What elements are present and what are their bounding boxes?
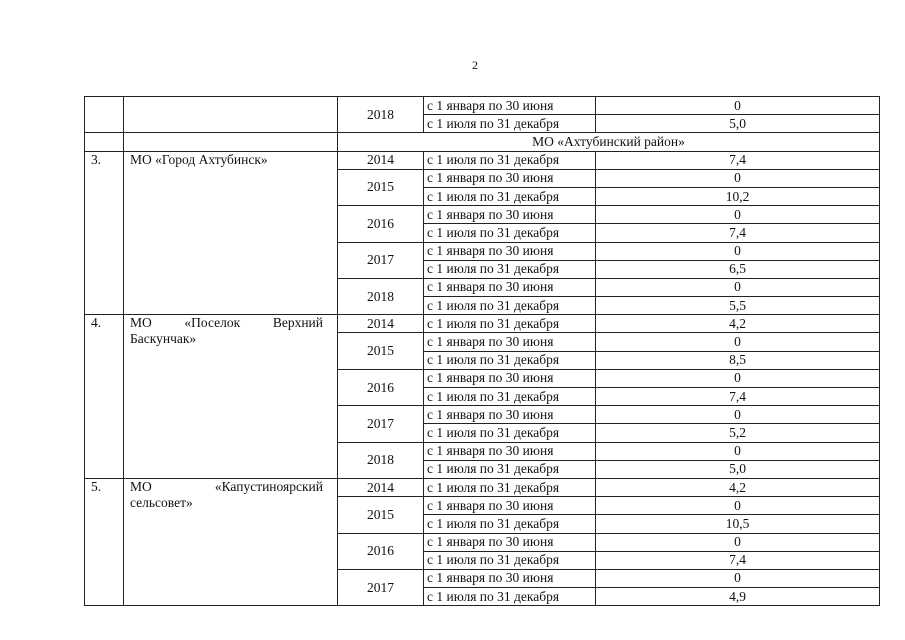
year-cell: 2014 xyxy=(338,151,424,169)
value-cell: 5,2 xyxy=(596,424,880,442)
period-cell: с 1 июля по 31 декабря xyxy=(424,315,596,333)
value-cell: 0 xyxy=(596,169,880,187)
value-cell: 0 xyxy=(596,497,880,515)
period-cell: с 1 июля по 31 декабря xyxy=(424,351,596,369)
value-cell: 7,4 xyxy=(596,224,880,242)
table-row xyxy=(85,97,880,115)
value-cell: 10,5 xyxy=(596,515,880,533)
period-cell: с 1 января по 30 июня xyxy=(424,442,596,460)
value-cell: 0 xyxy=(596,533,880,551)
value-cell: 5,5 xyxy=(596,297,880,315)
year-cell: 2016 xyxy=(338,533,424,569)
entity-number: 3. xyxy=(85,151,124,315)
period-cell: с 1 июля по 31 декабря xyxy=(424,115,596,133)
period-cell: с 1 июля по 31 декабря xyxy=(424,460,596,478)
value-cell: 0 xyxy=(596,206,880,224)
period-cell: с 1 июля по 31 декабря xyxy=(424,260,596,278)
value-cell: 5,0 xyxy=(596,460,880,478)
period-cell: с 1 июля по 31 декабря xyxy=(424,588,596,606)
year-cell: 2016 xyxy=(338,369,424,405)
value-cell: 10,2 xyxy=(596,187,880,205)
year-cell: 2018 xyxy=(338,97,424,133)
year-cell: 2018 xyxy=(338,278,424,314)
period-cell: с 1 июля по 31 декабря xyxy=(424,551,596,569)
period-cell: с 1 января по 30 июня xyxy=(424,169,596,187)
page-number: 2 xyxy=(472,58,478,72)
entity-name: МО «Поселок Верхний Баскунчак» xyxy=(124,315,338,479)
region-spacer-num xyxy=(85,133,124,151)
region-spacer-name xyxy=(124,133,338,151)
period-cell: с 1 июля по 31 декабря xyxy=(424,424,596,442)
table-row xyxy=(85,133,880,151)
period-cell: с 1 января по 30 июня xyxy=(424,333,596,351)
year-cell: 2017 xyxy=(338,406,424,442)
value-cell: 6,5 xyxy=(596,260,880,278)
year-cell: 2015 xyxy=(338,497,424,533)
table-row xyxy=(85,151,880,169)
table-row xyxy=(85,315,880,333)
number-cell xyxy=(85,97,124,133)
value-cell: 5,0 xyxy=(596,115,880,133)
period-cell: с 1 июля по 31 декабря xyxy=(424,151,596,169)
period-cell: с 1 июля по 31 декабря xyxy=(424,187,596,205)
period-cell: с 1 июля по 31 декабря xyxy=(424,515,596,533)
period-cell: с 1 января по 30 июня xyxy=(424,206,596,224)
period-cell: с 1 января по 30 июня xyxy=(424,569,596,587)
value-cell: 0 xyxy=(596,569,880,587)
period-cell: с 1 июля по 31 декабря xyxy=(424,297,596,315)
period-cell: с 1 января по 30 июня xyxy=(424,97,596,115)
period-cell: с 1 января по 30 июня xyxy=(424,278,596,296)
value-cell: 4,2 xyxy=(596,315,880,333)
entity-number: 5. xyxy=(85,478,124,605)
tariff-table xyxy=(84,96,880,606)
value-cell: 0 xyxy=(596,333,880,351)
year-cell: 2016 xyxy=(338,206,424,242)
year-cell: 2015 xyxy=(338,333,424,369)
year-cell: 2014 xyxy=(338,478,424,496)
year-cell: 2015 xyxy=(338,169,424,205)
year-cell: 2017 xyxy=(338,569,424,605)
tariff-table-body xyxy=(85,97,880,606)
value-cell: 7,4 xyxy=(596,151,880,169)
value-cell: 0 xyxy=(596,442,880,460)
period-cell: с 1 января по 30 июня xyxy=(424,242,596,260)
value-cell: 0 xyxy=(596,369,880,387)
value-cell: 0 xyxy=(596,97,880,115)
value-cell: 7,4 xyxy=(596,551,880,569)
period-cell: с 1 июля по 31 декабря xyxy=(424,478,596,496)
entity-name: МО «Капустиноярский сельсовет» xyxy=(124,478,338,605)
value-cell: 4,2 xyxy=(596,478,880,496)
value-cell: 0 xyxy=(596,406,880,424)
value-cell: 8,5 xyxy=(596,351,880,369)
entity-name: МО «Город Ахтубинск» xyxy=(124,151,338,315)
entity-number: 4. xyxy=(85,315,124,479)
value-cell: 4,9 xyxy=(596,588,880,606)
period-cell: с 1 июля по 31 декабря xyxy=(424,388,596,406)
region-title: МО «Ахтубинский район» xyxy=(338,133,880,151)
entity-name-cell xyxy=(124,97,338,133)
value-cell: 7,4 xyxy=(596,388,880,406)
value-cell: 0 xyxy=(596,278,880,296)
period-cell: с 1 января по 30 июня xyxy=(424,533,596,551)
table-row xyxy=(85,478,880,496)
period-cell: с 1 января по 30 июня xyxy=(424,406,596,424)
year-cell: 2017 xyxy=(338,242,424,278)
year-cell: 2014 xyxy=(338,315,424,333)
year-cell: 2018 xyxy=(338,442,424,478)
value-cell: 0 xyxy=(596,242,880,260)
period-cell: с 1 января по 30 июня xyxy=(424,497,596,515)
period-cell: с 1 января по 30 июня xyxy=(424,369,596,387)
period-cell: с 1 июля по 31 декабря xyxy=(424,224,596,242)
